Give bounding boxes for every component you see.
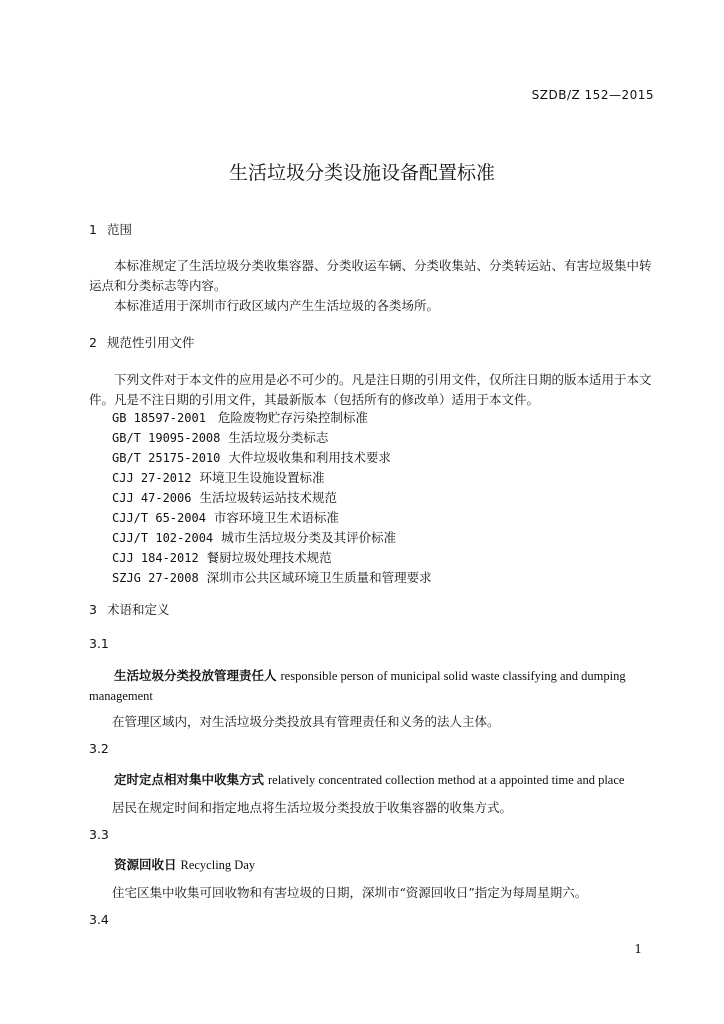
term-name-en: responsible person of municipal solid waste classifying and dumping management: [89, 669, 626, 703]
term-heading: [89, 666, 655, 706]
reference-item: [112, 448, 391, 466]
reference-item: [112, 428, 328, 446]
term-number: 3.2: [89, 741, 109, 756]
term-name-zh: 生活垃圾分类投放管理责任人: [114, 668, 277, 683]
reference-code: CJJ 184-2012: [112, 551, 199, 565]
document-title: 生活垃圾分类设施设备配置标准: [228, 162, 495, 184]
reference-item: [112, 548, 332, 566]
term-name-zh: 资源回收日: [114, 857, 177, 872]
term-number: 3.1: [89, 636, 109, 651]
term-definition: 居民在规定时间和指定地点将生活垃圾分类投放于收集容器的收集方式。: [112, 800, 513, 815]
reference-title: 市容环境卫生术语标准: [213, 510, 339, 525]
reference-title: 大件垃圾收集和利用技术要求: [228, 450, 391, 465]
section-title: 范围: [107, 222, 133, 237]
section-3-heading: [89, 600, 170, 618]
reference-item: [112, 528, 396, 546]
reference-code: SZJG 27-2008: [112, 571, 199, 585]
term-name-en: Recycling Day: [180, 858, 256, 872]
reference-item: [112, 468, 324, 486]
section-number: 2: [89, 335, 97, 350]
reference-code: GB/T 19095-2008: [112, 431, 221, 445]
reference-code: CJJ/T 65-2004: [112, 511, 206, 525]
term-name-en: relatively concentrated collection method at a appointed time and place: [268, 773, 625, 787]
section-2-heading: [89, 333, 195, 351]
section-title: 规范性引用文件: [107, 335, 195, 350]
reference-title: 深圳市公共区域环境卫生质量和管理要求: [206, 570, 432, 585]
term-definition: 住宅区集中收集可回收物和有害垃圾的日期，深圳市“资源回收日”指定为每周星期六。: [112, 885, 588, 900]
scope-paragraph-2: 本标准适用于深圳市行政区域内产生生活垃圾的各类场所。: [114, 298, 440, 313]
reference-title: 危险废物贮存污染控制标准: [217, 410, 368, 425]
reference-title: 环境卫生设施设置标准: [199, 470, 325, 485]
reference-title: 生活垃圾转运站技术规范: [199, 490, 337, 505]
page-number: 1: [634, 942, 642, 956]
term-heading: [89, 770, 655, 790]
reference-title: 生活垃圾分类标志: [228, 430, 329, 445]
reference-code: CJJ/T 102-2004: [112, 531, 214, 545]
normative-references-intro: 下列文件对于本文件的应用是必不可少的。凡是注日期的引用文件，仅所注日期的版本适用于本文件。凡是不注日期的引用文件，其最新版本（包括所有的修改单）适用于本文件。: [89, 372, 652, 407]
term-definition: 在管理区域内，对生活垃圾分类投放具有管理责任和义务的法人主体。: [112, 714, 500, 729]
term-number: 3.3: [89, 827, 109, 842]
reference-item: [112, 488, 337, 506]
section-1-heading: [89, 220, 132, 238]
reference-title: 餐厨垃圾处理技术规范: [206, 550, 332, 565]
term-number: 3.4: [89, 912, 109, 927]
reference-item: [112, 408, 368, 426]
reference-item: [112, 508, 339, 526]
reference-code: CJJ 47-2006: [112, 491, 192, 505]
document-code: SZDB/Z 152—2015: [531, 88, 654, 102]
reference-code: GB 18597-2001: [112, 411, 206, 425]
reference-code: GB/T 25175-2010: [112, 451, 221, 465]
reference-title: 城市生活垃圾分类及其评价标准: [221, 530, 397, 545]
reference-code: CJJ 27-2012: [112, 471, 192, 485]
term-name-zh: 定时定点相对集中收集方式: [114, 772, 265, 787]
section-number: 1: [89, 222, 97, 237]
section-number: 3: [89, 602, 97, 617]
reference-item: [112, 568, 432, 586]
section-title: 术语和定义: [107, 602, 170, 617]
term-heading: [89, 855, 655, 875]
scope-paragraph-1: 本标准规定了生活垃圾分类收集容器、分类收运车辆、分类收集站、分类转运站、有害垃圾集中转运点和分类标志等内容。: [89, 258, 652, 293]
